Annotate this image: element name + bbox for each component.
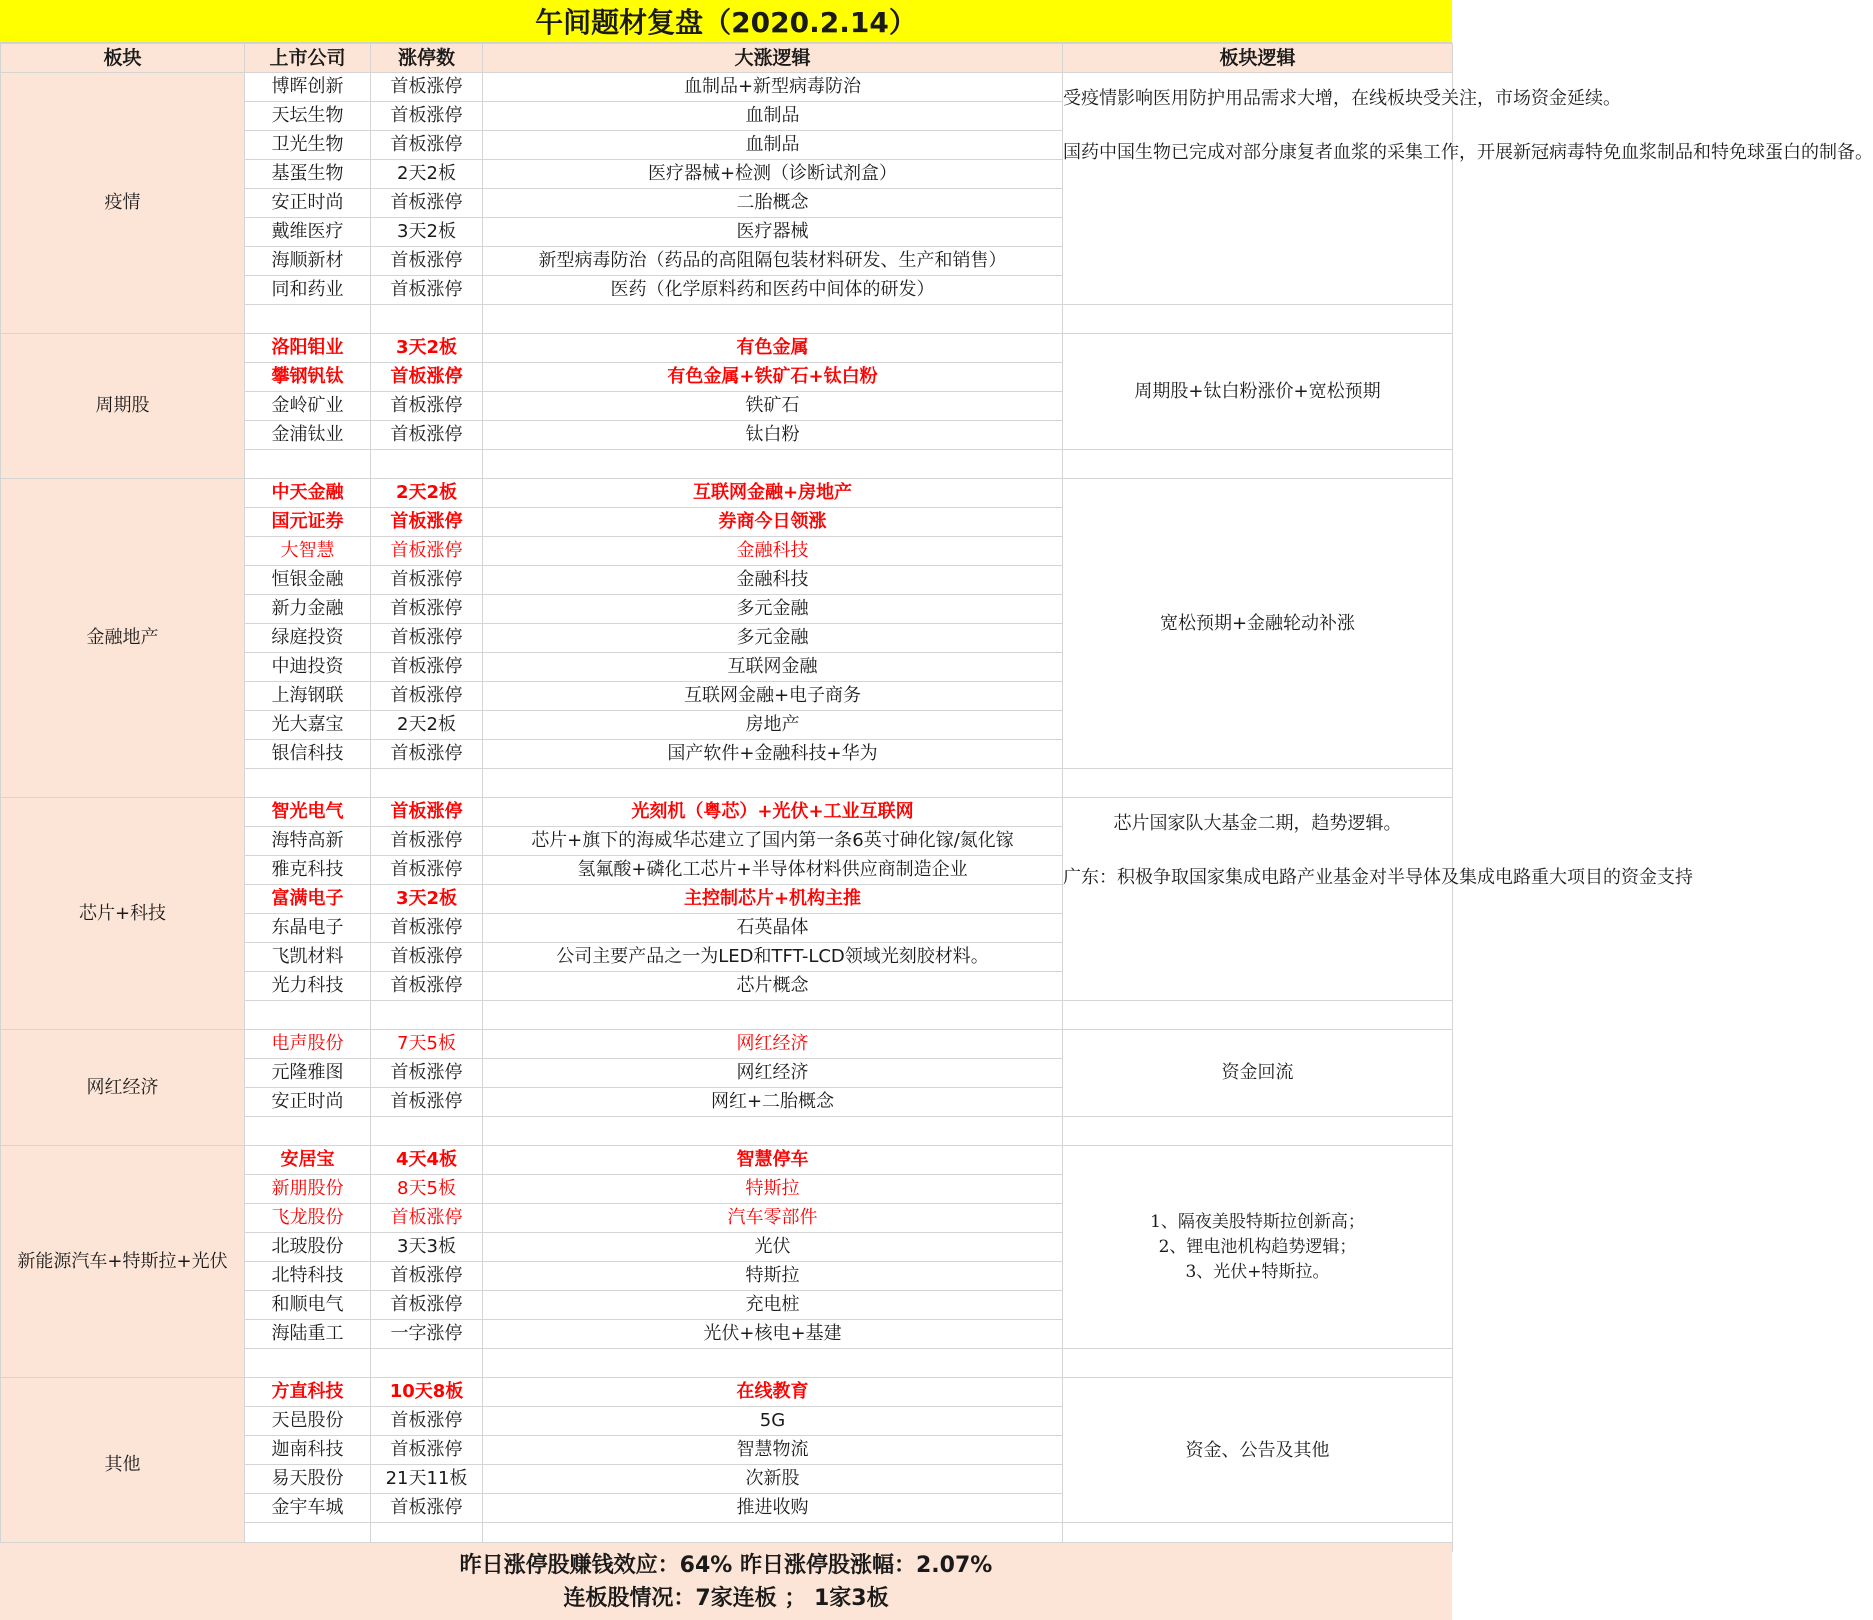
company-cell: 绿庭投资 <box>245 624 371 653</box>
limit-count-cell: 首板涨停 <box>371 856 483 885</box>
limit-count-cell: 首板涨停 <box>371 1059 483 1088</box>
sector-logic-cell <box>1063 73 1873 305</box>
empty-cell <box>1063 769 1453 798</box>
company-cell: 新朋股份 <box>245 1175 371 1204</box>
sector-cell: 周期股 <box>1 334 245 479</box>
company-cell: 上海钢联 <box>245 682 371 711</box>
header-logic: 板块逻辑 <box>1063 44 1453 73</box>
company-cell: 金浦钛业 <box>245 421 371 450</box>
sector-logic-text: 受疫情影响医用防护用品需求大增，在线板块受关注，市场资金延续。 <box>1063 88 1621 109</box>
limit-count-cell: 首板涨停 <box>371 914 483 943</box>
rally-reason-cell: 有色金属 <box>483 334 1063 363</box>
limit-count-cell: 首板涨停 <box>371 508 483 537</box>
header-company: 上市公司 <box>245 44 371 73</box>
company-cell: 海陆重工 <box>245 1320 371 1349</box>
sector-logic-text: 3、光伏+特斯拉。 <box>1185 1261 1330 1282</box>
rally-reason-cell: 医药（化学原料药和医药中间体的研发） <box>483 276 1063 305</box>
rally-reason-cell: 氢氟酸+磷化工芯片+半导体材料供应商制造企业 <box>483 856 1063 885</box>
company-cell: 安正时尚 <box>245 189 371 218</box>
review-table <box>0 43 1873 1552</box>
sector-logic-cell <box>1063 1378 1453 1523</box>
rally-reason-cell: 金融科技 <box>483 566 1063 595</box>
limit-count-cell: 2天2板 <box>371 479 483 508</box>
rally-reason-cell: 互联网金融+电子商务 <box>483 682 1063 711</box>
header-row <box>1 44 1453 73</box>
limit-count-cell: 8天5板 <box>371 1175 483 1204</box>
limit-count-cell: 首板涨停 <box>371 1204 483 1233</box>
table-row <box>1 1030 1453 1059</box>
limit-count-cell: 首板涨停 <box>371 972 483 1001</box>
limit-count-cell: 一字涨停 <box>371 1320 483 1349</box>
empty-cell <box>483 1001 1063 1030</box>
sector-logic-text: 国药中国生物已完成对部分康复者血浆的采集工作，开展新冠病毒特免血浆制品和特免球蛋白的制备。 <box>1063 142 1873 163</box>
company-cell: 智光电气 <box>245 798 371 827</box>
empty-cell <box>1063 305 1453 334</box>
company-cell: 海特高新 <box>245 827 371 856</box>
company-cell: 方直科技 <box>245 1378 371 1407</box>
limit-count-cell: 首板涨停 <box>371 189 483 218</box>
company-cell: 攀钢钒钛 <box>245 363 371 392</box>
limit-count-cell: 首板涨停 <box>371 131 483 160</box>
sector-cell: 金融地产 <box>1 479 245 798</box>
company-cell: 卫光生物 <box>245 131 371 160</box>
rally-reason-cell: 券商今日领涨 <box>483 508 1063 537</box>
summary-line-1: 昨日涨停股赚钱效应：64% 昨日涨停股涨幅：2.07% <box>459 1552 993 1578</box>
company-cell: 飞凯材料 <box>245 943 371 972</box>
empty-cell <box>483 450 1063 479</box>
empty-cell <box>371 1117 483 1146</box>
sector-logic-text: 2、锂电池机构趋势逻辑； <box>1158 1236 1357 1257</box>
company-cell: 迦南科技 <box>245 1436 371 1465</box>
rally-reason-cell: 有色金属+铁矿石+钛白粉 <box>483 363 1063 392</box>
rally-reason-cell: 次新股 <box>483 1465 1063 1494</box>
rally-reason-cell: 芯片概念 <box>483 972 1063 1001</box>
rally-reason-cell: 网红经济 <box>483 1030 1063 1059</box>
rally-reason-cell: 光刻机（粤芯）+光伏+工业互联网 <box>483 798 1063 827</box>
limit-count-cell: 首板涨停 <box>371 73 483 102</box>
rally-reason-cell: 特斯拉 <box>483 1175 1063 1204</box>
rally-reason-cell: 充电桩 <box>483 1291 1063 1320</box>
sector-cell: 网红经济 <box>1 1030 245 1146</box>
limit-count-cell: 首板涨停 <box>371 1262 483 1291</box>
rally-reason-cell: 血制品 <box>483 102 1063 131</box>
rally-reason-cell: 网红经济 <box>483 1059 1063 1088</box>
limit-count-cell: 2天2板 <box>371 711 483 740</box>
empty-cell <box>245 1001 371 1030</box>
empty-cell <box>245 769 371 798</box>
rally-reason-cell: 国产软件+金融科技+华为 <box>483 740 1063 769</box>
empty-cell <box>483 1117 1063 1146</box>
limit-count-cell: 首板涨停 <box>371 1088 483 1117</box>
sector-logic-cell <box>1063 798 1693 1001</box>
rally-reason-cell: 在线教育 <box>483 1378 1063 1407</box>
empty-cell <box>1063 1001 1453 1030</box>
summary-footer <box>0 1542 1452 1620</box>
rally-reason-cell: 芯片+旗下的海威华芯建立了国内第一条6英寸砷化镓/氮化镓 <box>483 827 1063 856</box>
company-cell: 中迪投资 <box>245 653 371 682</box>
sector-logic-text: 广东：积极争取国家集成电路产业基金对半导体及集成电路重大项目的资金支持 <box>1063 867 1693 888</box>
company-cell: 天坛生物 <box>245 102 371 131</box>
limit-count-cell: 首板涨停 <box>371 827 483 856</box>
limit-count-cell: 21天11板 <box>371 1465 483 1494</box>
company-cell: 恒银金融 <box>245 566 371 595</box>
company-cell: 电声股份 <box>245 1030 371 1059</box>
limit-count-cell: 首板涨停 <box>371 1407 483 1436</box>
rally-reason-cell: 智慧物流 <box>483 1436 1063 1465</box>
limit-count-cell: 首板涨停 <box>371 1436 483 1465</box>
limit-count-cell: 4天4板 <box>371 1146 483 1175</box>
rally-reason-cell: 互联网金融+房地产 <box>483 479 1063 508</box>
header-sector: 板块 <box>1 44 245 73</box>
empty-cell <box>483 769 1063 798</box>
sector-cell: 疫情 <box>1 73 245 334</box>
table-row <box>1 334 1453 363</box>
rally-reason-cell: 石英晶体 <box>483 914 1063 943</box>
page-title: 午间题材复盘（2020.2.14） <box>0 0 1452 43</box>
summary-line-2: 连板股情况：7家连板 ； 1家3板 <box>563 1585 889 1611</box>
empty-cell <box>245 1349 371 1378</box>
table-body <box>1 73 1873 1552</box>
company-cell: 光大嘉宝 <box>245 711 371 740</box>
empty-cell <box>245 1117 371 1146</box>
sector-logic-text: 资金、公告及其他 <box>1185 1439 1330 1461</box>
limit-count-cell: 首板涨停 <box>371 102 483 131</box>
rally-reason-cell: 铁矿石 <box>483 392 1063 421</box>
sector-logic-text: 1、隔夜美股特斯拉创新高； <box>1150 1211 1365 1232</box>
rally-reason-cell: 智慧停车 <box>483 1146 1063 1175</box>
rally-reason-cell: 钛白粉 <box>483 421 1063 450</box>
sector-logic-text: 资金回流 <box>1221 1062 1294 1083</box>
company-cell: 同和药业 <box>245 276 371 305</box>
limit-count-cell: 首板涨停 <box>371 798 483 827</box>
empty-cell <box>371 450 483 479</box>
sector-cell: 芯片+科技 <box>1 798 245 1030</box>
limit-count-cell: 3天2板 <box>371 218 483 247</box>
header-reason: 大涨逻辑 <box>483 44 1063 73</box>
sector-logic-cell <box>1063 1030 1453 1117</box>
empty-cell <box>245 305 371 334</box>
rally-reason-cell: 特斯拉 <box>483 1262 1063 1291</box>
rally-reason-cell: 公司主要产品之一为LED和TFT-LCD领域光刻胶材料。 <box>483 943 1063 972</box>
table-row <box>1 1146 1453 1175</box>
limit-count-cell: 首板涨停 <box>371 653 483 682</box>
table-row <box>1 1378 1453 1407</box>
limit-count-cell: 3天2板 <box>371 885 483 914</box>
limit-count-cell: 首板涨停 <box>371 943 483 972</box>
rally-reason-cell: 多元金融 <box>483 624 1063 653</box>
company-cell: 天邑股份 <box>245 1407 371 1436</box>
company-cell: 金岭矿业 <box>245 392 371 421</box>
company-cell: 安正时尚 <box>245 1088 371 1117</box>
sector-cell: 其他 <box>1 1378 245 1552</box>
rally-reason-cell: 多元金融 <box>483 595 1063 624</box>
limit-count-cell: 首板涨停 <box>371 740 483 769</box>
company-cell: 中天金融 <box>245 479 371 508</box>
rally-reason-cell: 主控制芯片+机构主推 <box>483 885 1063 914</box>
rally-reason-cell: 医疗器械 <box>483 218 1063 247</box>
company-cell: 北玻股份 <box>245 1233 371 1262</box>
limit-count-cell: 首板涨停 <box>371 1494 483 1523</box>
company-cell: 东晶电子 <box>245 914 371 943</box>
table-row <box>1 798 1453 827</box>
limit-count-cell: 首板涨停 <box>371 363 483 392</box>
limit-count-cell: 首板涨停 <box>371 421 483 450</box>
limit-count-cell: 首板涨停 <box>371 247 483 276</box>
rally-reason-cell: 医疗器械+检测（诊断试剂盒） <box>483 160 1063 189</box>
empty-cell <box>1063 1349 1453 1378</box>
rally-reason-cell: 血制品+新型病毒防治 <box>483 73 1063 102</box>
empty-cell <box>1063 450 1453 479</box>
sector-logic-text: 周期股+钛白粉涨价+宽松预期 <box>1134 380 1381 402</box>
rally-reason-cell: 汽车零部件 <box>483 1204 1063 1233</box>
limit-count-cell: 7天5板 <box>371 1030 483 1059</box>
empty-cell <box>483 1349 1063 1378</box>
company-cell: 银信科技 <box>245 740 371 769</box>
limit-count-cell: 3天2板 <box>371 334 483 363</box>
empty-cell <box>1063 1117 1453 1146</box>
limit-count-cell: 首板涨停 <box>371 682 483 711</box>
rally-reason-cell: 新型病毒防治（药品的高阻隔包装材料研发、生产和销售） <box>483 247 1063 276</box>
table-row <box>1 479 1453 508</box>
company-cell: 元隆雅图 <box>245 1059 371 1088</box>
limit-count-cell: 首板涨停 <box>371 595 483 624</box>
limit-count-cell: 首板涨停 <box>371 392 483 421</box>
sector-logic-cell <box>1063 479 1453 769</box>
company-cell: 和顺电气 <box>245 1291 371 1320</box>
company-cell: 大智慧 <box>245 537 371 566</box>
sector-cell: 新能源汽车+特斯拉+光伏 <box>1 1146 245 1378</box>
sector-logic-text: 宽松预期+金融轮动补涨 <box>1159 612 1356 634</box>
rally-reason-cell: 网红+二胎概念 <box>483 1088 1063 1117</box>
company-cell: 安居宝 <box>245 1146 371 1175</box>
rally-reason-cell: 光伏+核电+基建 <box>483 1320 1063 1349</box>
company-cell: 雅克科技 <box>245 856 371 885</box>
rally-reason-cell: 5G <box>483 1407 1063 1436</box>
rally-reason-cell: 光伏 <box>483 1233 1063 1262</box>
company-cell: 博晖创新 <box>245 73 371 102</box>
rally-reason-cell: 金融科技 <box>483 537 1063 566</box>
company-cell: 金宇车城 <box>245 1494 371 1523</box>
limit-count-cell: 首板涨停 <box>371 276 483 305</box>
empty-cell <box>371 1001 483 1030</box>
empty-cell <box>371 1349 483 1378</box>
limit-count-cell: 2天2板 <box>371 160 483 189</box>
company-cell: 易天股份 <box>245 1465 371 1494</box>
rally-reason-cell: 推进收购 <box>483 1494 1063 1523</box>
rally-reason-cell: 互联网金融 <box>483 653 1063 682</box>
company-cell: 光力科技 <box>245 972 371 1001</box>
company-cell: 国元证券 <box>245 508 371 537</box>
header-limit: 涨停数 <box>371 44 483 73</box>
empty-cell <box>371 769 483 798</box>
empty-cell <box>245 450 371 479</box>
company-cell: 北特科技 <box>245 1262 371 1291</box>
limit-count-cell: 10天8板 <box>371 1378 483 1407</box>
rally-reason-cell: 房地产 <box>483 711 1063 740</box>
sector-logic-cell <box>1063 1146 1453 1349</box>
limit-count-cell: 首板涨停 <box>371 537 483 566</box>
company-cell: 海顺新材 <box>245 247 371 276</box>
company-cell: 基蛋生物 <box>245 160 371 189</box>
company-cell: 洛阳钼业 <box>245 334 371 363</box>
empty-cell <box>371 305 483 334</box>
company-cell: 戴维医疗 <box>245 218 371 247</box>
rally-reason-cell: 二胎概念 <box>483 189 1063 218</box>
table-row <box>1 73 1453 102</box>
limit-count-cell: 首板涨停 <box>371 566 483 595</box>
company-cell: 新力金融 <box>245 595 371 624</box>
sector-logic-text: 芯片国家队大基金二期，趋势逻辑。 <box>1113 813 1402 834</box>
sector-logic-cell <box>1063 334 1453 450</box>
empty-cell <box>483 305 1063 334</box>
company-cell: 富满电子 <box>245 885 371 914</box>
company-cell: 飞龙股份 <box>245 1204 371 1233</box>
limit-count-cell: 首板涨停 <box>371 624 483 653</box>
limit-count-cell: 3天3板 <box>371 1233 483 1262</box>
rally-reason-cell: 血制品 <box>483 131 1063 160</box>
limit-count-cell: 首板涨停 <box>371 1291 483 1320</box>
